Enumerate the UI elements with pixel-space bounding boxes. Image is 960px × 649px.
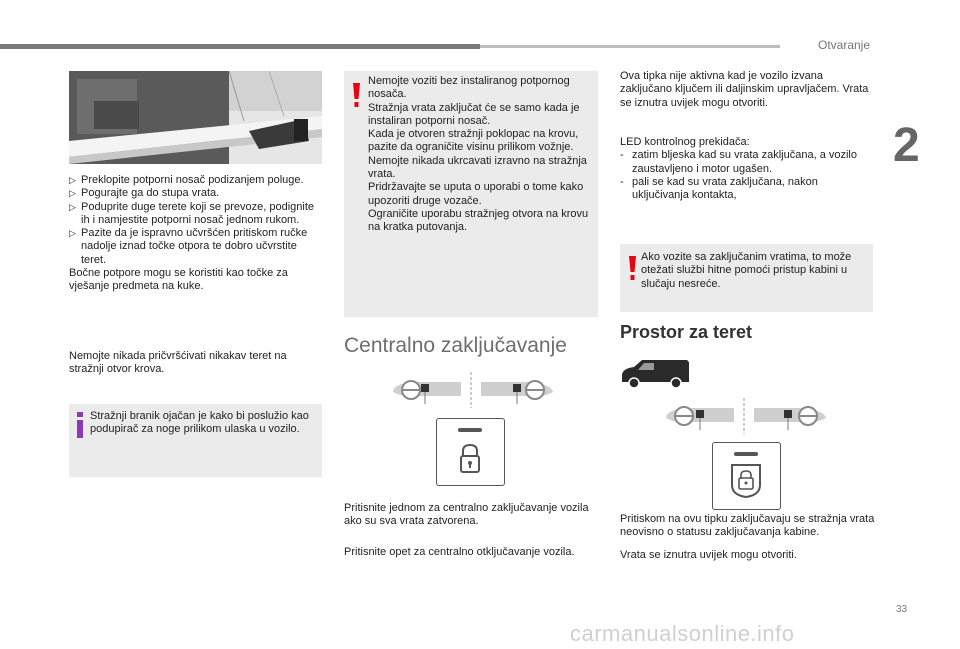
dashboard-location-diagram: [393, 370, 553, 410]
support-bar-illustration: [69, 71, 322, 164]
list-item: - zatim bljeska kad su vrata zaključana, a vozilo zaustavljeno i motor ugašen.: [620, 149, 857, 175]
rear-lock-button: [712, 442, 781, 510]
support-bar-instructions: [69, 174, 317, 294]
info-icon: [77, 412, 83, 438]
watermark: carmanualsonline.info: [570, 621, 795, 646]
bullet-icon: ▷: [69, 228, 76, 239]
button-inactive-note: Ova tipka nije aktivna kad je vozilo izvana zaključano ključem ili daljinskim upravljačem. Vrata se iznutra uvijek mogu otvoriti.: [620, 70, 869, 109]
list-item: ▷ Pazite da je ispravno učvršćen pritiskom ručke nadolje iznad točke otpora te dobro učvrstite teret.: [69, 227, 308, 266]
list-item: ▷ Preklopite potporni nosač podizanjem poluge.: [69, 174, 304, 186]
bullet-icon: ▷: [69, 188, 76, 199]
page-number: 33: [896, 604, 908, 615]
bullet-icon: ▷: [69, 175, 76, 185]
bullet-icon: ▷: [69, 201, 76, 212]
side-supports-text: Bočne potpore mogu se koristiti kao točke za vješanje predmeta na kuke.: [69, 267, 288, 293]
steering-wheel-icon: [481, 381, 553, 404]
roof-opening-note: Nemojte nikada pričvršćivati nikakav teret na stražnji otvor krova.: [69, 350, 287, 376]
rear-lock-instruction: Pritiskom na ovu tipku zaključavaju se stražnja vrata neovisno o statusu zaključavanja kabine.: [620, 513, 875, 539]
van-icon: [620, 358, 690, 390]
info-text: Stražnji branik ojačan je kako bi poslužio kao podupirač za noge prilikom ulaska u vozilo.: [90, 410, 309, 436]
central-lock-button: [436, 418, 505, 486]
doors-open-inside-note: Vrata se iznutra uvijek mogu otvoriti.: [620, 549, 797, 561]
info-box: [69, 404, 322, 477]
warning-icon: [629, 256, 636, 280]
unlock-instruction: Pritisnite opet za centralno otključavanje vozila.: [344, 546, 575, 558]
steering-wheel-icon: [754, 407, 826, 430]
list-item: - pali se kad su vrata zaključana, nakon uključivanja kontakta,: [620, 175, 818, 202]
list-item: ▷ Poduprite duge terete koji se prevoze, podignite ih i namjestite potporni nosač jednom rukom.: [69, 200, 314, 226]
section-title: Otvaranje: [818, 38, 871, 52]
steering-wheel-icon: [393, 381, 461, 404]
rear-lock-icon: [713, 443, 780, 509]
warning-box: [620, 244, 873, 312]
lock-icon: [437, 419, 504, 485]
lock-instruction: Pritisnite jednom za centralno zaključavanje vozila ako su sva vrata zatvorena.: [344, 502, 589, 528]
cargo-area-heading: Prostor za teret: [620, 322, 753, 342]
warning-text: Nemojte voziti bez instaliranog potpornog nosača. Stražnja vrata zaključat će se samo kada je instaliran potporni nosač. Kada je otvoren stražnji poklopac na krovu, pazite da ograničite visinu prilikom vožnje. Nemojte nikada ukrcavati izravno na stražnja vrata. Pridržavajte se uputa o uporabi o tome kako upozoriti druge vozače. Ograničite uporabu stražnjeg otvora na krovu na kratka putovanja.: [368, 75, 589, 234]
central-locking-heading: Centralno zaključavanje: [344, 334, 567, 357]
chapter-number: 2: [893, 119, 920, 172]
led-section: [620, 136, 872, 202]
steering-wheel-icon: [666, 407, 734, 430]
led-title: LED kontrolnog prekidača:: [620, 136, 750, 148]
warning-text: Ako vozite sa zaključanim vratima, to može otežati službi hitne pomoći pristup kabini u slučaju nesreće.: [641, 251, 852, 290]
list-item: ▷ Pogurajte ga do stupa vrata.: [69, 187, 220, 200]
warning-box: [344, 71, 598, 317]
header-bar: [0, 44, 480, 49]
warning-icon: [353, 83, 360, 107]
header-bar-light: [480, 45, 780, 48]
roof-support-bar-image: [69, 71, 322, 164]
dashboard-location-diagram: [666, 396, 826, 436]
